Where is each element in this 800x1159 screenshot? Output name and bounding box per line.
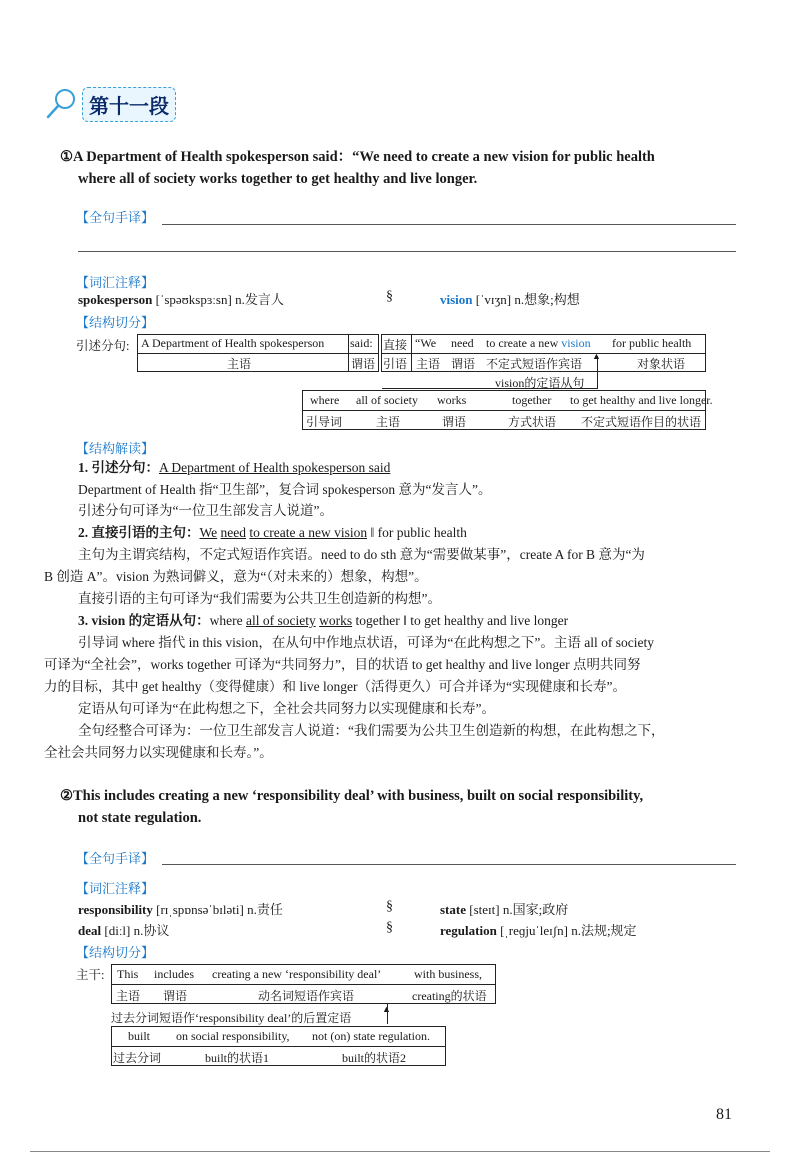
main-clause-label: 主干:	[76, 968, 105, 982]
diagram-where: where	[310, 393, 340, 407]
diagram-tag: 主语	[116, 989, 141, 1003]
diagram-tag: 引语	[383, 357, 408, 371]
structure-label-2: 【结构切分】	[76, 946, 155, 961]
analysis-point-1: 1. 引述分句：A Department of Health spokesperson said	[78, 460, 391, 475]
vocab-entry: vision [ˈvɪʒn] n.想象;构想	[440, 292, 580, 307]
analysis-text: 可译为“全社会”，works together 可译为“共同努力”，目的状语 to get healthy and live longer 点明共同努	[44, 657, 641, 672]
diagram-tag: 主语	[376, 415, 401, 429]
vocab-entry: regulation [ˌreɡjuˈleɪʃn] n.法规;规定	[440, 923, 637, 938]
vocab-entry: responsibility [rɪˌspɒnsəˈbɪləti] n.责任	[78, 902, 283, 917]
diagram-subject: A Department of Health spokesperson	[141, 336, 325, 350]
diagram-creating: creating a new ‘responsibility deal’	[212, 967, 382, 981]
diagram-business: with business,	[414, 967, 483, 981]
sentence-2-line-1: ②This includes creating a new ‘responsibility deal’ with business, built on social responsibility,	[60, 788, 644, 804]
translation-line	[162, 864, 736, 865]
diagram-healthy: to get healthy and live longer.	[570, 393, 713, 407]
diagram-tag: 主语	[227, 357, 252, 371]
diagram-verb: said:	[350, 336, 373, 350]
translation-line	[162, 224, 736, 225]
diagram-tag: 动名词短语作宾语	[258, 989, 355, 1003]
quote-clause-label: 引述分句:	[76, 339, 130, 353]
full-translation-label-2: 【全句手译】	[76, 852, 155, 867]
translation-line	[78, 251, 736, 252]
diagram-tag: 主语	[416, 357, 441, 371]
analysis-text: 引述分句可译为“一位卫生部发言人说道”。	[78, 503, 333, 518]
diagram-tag: 谓语	[351, 357, 376, 371]
magnifier-icon	[44, 86, 80, 122]
diagram-tag: 方式状语	[508, 415, 557, 429]
analysis-text: 力的目标，其中 get healthy（变得健康）和 live longer（活得更久）可合并译为“实现健康和长寿”。	[44, 679, 626, 694]
diagram-tag: 谓语	[451, 357, 476, 371]
diagram-tag: 谓语	[163, 989, 188, 1003]
vocab-entry: spokesperson [ˈspəʊkspɜːsn] n.发言人	[78, 292, 284, 307]
diagram-this: This	[117, 967, 139, 981]
vocab-entry: deal [diːl] n.协议	[78, 923, 170, 938]
vocab-entry: state [steɪt] n.国家;政府	[440, 902, 569, 917]
analysis-text: Department of Health 指“卫生部”，复合词 spokesperson 意为“发言人”。	[78, 482, 492, 497]
sentence-2-line-2: not state regulation.	[78, 810, 202, 826]
vocab-label-1: 【词汇注释】	[76, 276, 155, 291]
diagram-direct: 直接	[383, 338, 408, 352]
diagram-state: not (on) state regulation.	[312, 1029, 430, 1043]
participle-note: 过去分词短语作‘responsibility deal’的后置定语	[111, 1011, 352, 1025]
diagram-tag: creating的状语	[412, 989, 487, 1003]
vocab-label-2: 【词汇注释】	[76, 882, 155, 897]
divider-icon: §	[386, 899, 393, 914]
diagram-tag: built的状语1	[205, 1051, 270, 1065]
diagram-built: built	[128, 1029, 151, 1043]
diagram-includes: includes	[154, 967, 194, 981]
diagram-need: need	[451, 336, 474, 350]
analysis-label: 【结构解读】	[76, 442, 155, 457]
diagram-works: works	[437, 393, 467, 407]
diagram-all: all of society	[356, 393, 418, 407]
sentence-1-line-2: where all of society works together to get healthy and live longer.	[78, 171, 478, 187]
diagram-tag: 对象状语	[637, 357, 686, 371]
analysis-text: 定语从句可译为“在此构想之下，全社会共同努力以实现健康和长寿”。	[78, 701, 495, 716]
divider-icon: §	[386, 920, 393, 935]
analysis-text: 直接引语的主句可译为“我们需要为公共卫生创造新的构想”。	[78, 591, 441, 606]
full-translation-label-1: 【全句手译】	[76, 211, 155, 226]
diagram-tag: 过去分词	[113, 1051, 162, 1065]
diagram-tag: 不定式短语作宾语	[486, 357, 583, 371]
diagram-public: for public health	[612, 336, 692, 350]
page-number: 81	[716, 1106, 732, 1123]
structure-label-1: 【结构切分】	[76, 316, 155, 331]
analysis-text: B 创造 A”。vision 为熟词僻义，意为“（对未来的）想象，构想”。	[44, 569, 428, 584]
diagram-tag: 引导词	[306, 415, 343, 429]
diagram-we: “We	[415, 336, 437, 350]
diagram-tag: built的状语2	[342, 1051, 407, 1065]
diagram-social: on social responsibility,	[176, 1029, 290, 1043]
analysis-text: 全社会共同努力以实现健康和长寿。”。	[44, 745, 273, 760]
sentence-1-line-1: ①A Department of Health spokesperson said：“We need to create a new vision for public health	[60, 149, 655, 165]
divider-icon: §	[386, 289, 393, 304]
analysis-text: 主句为主谓宾结构，不定式短语作宾语。need to do sth 意为“需要做某事”，create A for B 意为“为	[78, 547, 645, 562]
diagram-tag: 谓语	[442, 415, 467, 429]
attr-clause-note: vision的定语从句	[495, 376, 585, 390]
diagram-tag: 不定式短语作目的状语	[581, 415, 702, 429]
analysis-text: 引导词 where 指代 in this vision，在从句中作地点状语，可译为“在此构想之下”。主语 all of society	[78, 635, 654, 650]
analysis-point-2: 2. 直接引语的主句：We need to create a new vision ‖ for public health	[78, 525, 467, 540]
page-rule	[30, 1151, 770, 1152]
section-title: 第十一段	[82, 87, 176, 122]
section-header	[44, 86, 176, 122]
diagram-together: together	[512, 393, 552, 407]
analysis-point-3: 3. vision 的定语从句：where all of society works together ‖ to get healthy and live longer	[78, 613, 569, 628]
analysis-text: 全句经整合可译为：一位卫生部发言人说道：“我们需要为公共卫生创造新的构想，在此构想之下，	[78, 723, 665, 738]
diagram-create: to create a new vision	[486, 336, 591, 350]
